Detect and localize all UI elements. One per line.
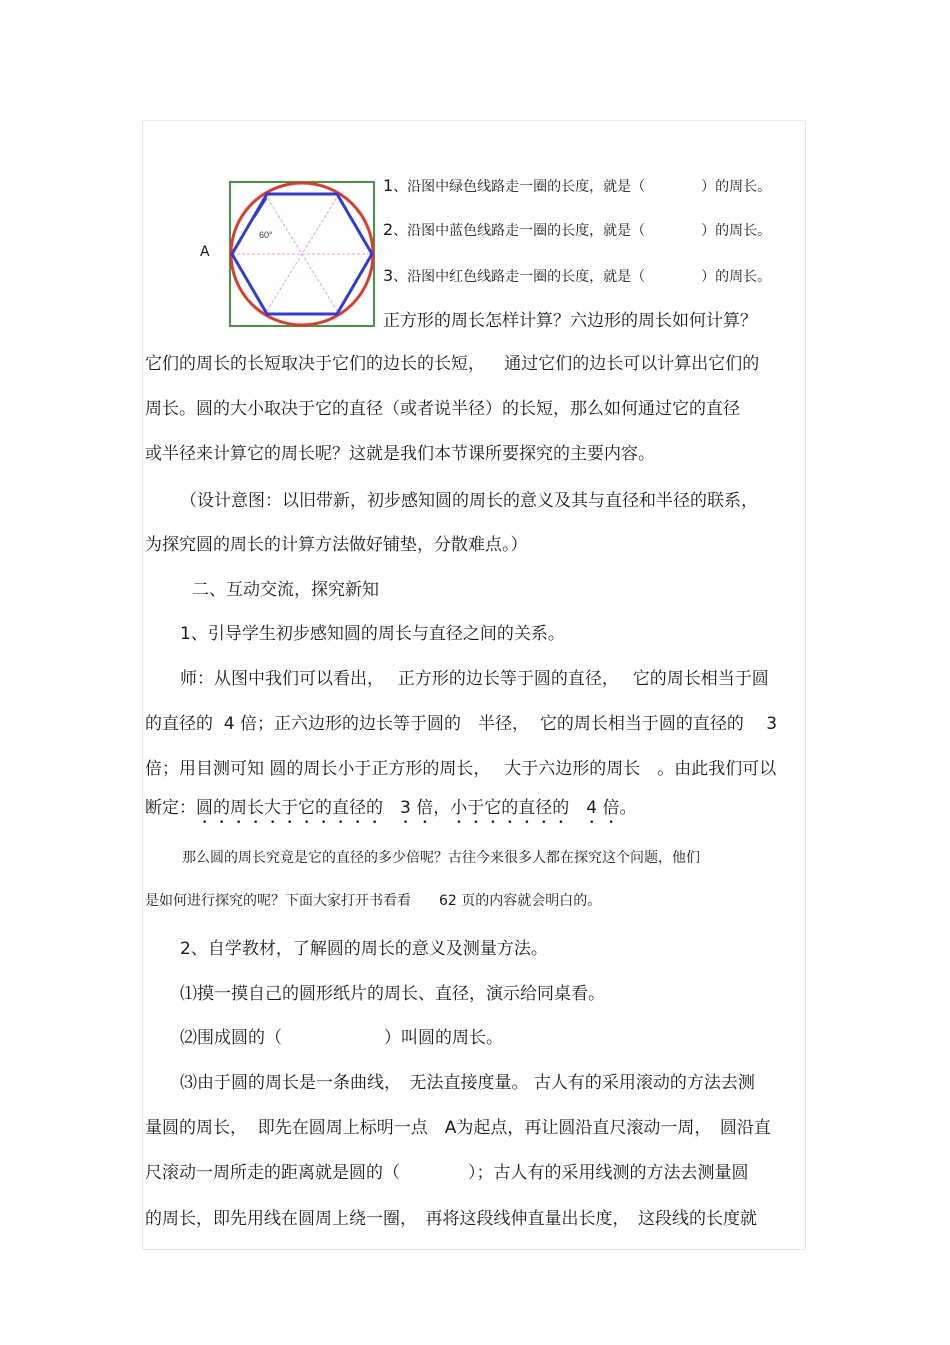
text-line: ⑵围成圆的（ ）叫圆的周长。 [180, 1028, 503, 1048]
question-number: 2 [383, 220, 394, 239]
text-line: 它们的周长的长短取决于它们的边长的长短， 通过它们的边长可以计算出它们的 [145, 354, 760, 374]
section-heading: 二、互动交流，探究新知 [192, 580, 379, 600]
question-2 [383, 219, 771, 242]
angle-label: 60° [259, 230, 273, 240]
text-line: 1、引导学生初步感知圆的周长与直径之间的关系。 [180, 624, 565, 644]
conclusion-prefix: 断定： [145, 798, 196, 818]
question-number: 1 [383, 176, 394, 195]
text-line: ⑶由于圆的周长是一条曲线， 无法直接度量。 古人有的采用滚动的方法去测 [180, 1073, 755, 1093]
question-text: 、沿图中绿色线路走一圈的长度，就是（ ）的周长。 [393, 179, 772, 195]
text-line: 2、自学教材，了解圆的周长的意义及测量方法。 [180, 939, 548, 959]
conclusion-line [145, 797, 636, 828]
text-line: （设计意图：以旧带新，初步感知圆的周长的意义及其与直径和半径的联系， [180, 491, 758, 511]
text-line: 为探究圆的周长的计算方法做好铺垫，分散难点。） [145, 535, 528, 555]
text-line: 尺滚动一周所走的距离就是圆的（ ）；古人有的采用线测的方法去测量圆 [145, 1163, 749, 1183]
conclusion-end: 。 [619, 798, 637, 818]
text-line: 或半径来计算它的周长呢？这就是我们本节课所要探究的主要内容。 [145, 444, 655, 464]
text-line: 正方形的周长怎样计算？六边形的周长如何计算？ [383, 311, 757, 331]
geometry-figure [228, 180, 378, 328]
text-line: 量圆的周长， 即先在圆周上标明一点 A为起点，再让圆沿直尺滚动一周， 圆沿直 [145, 1118, 771, 1138]
question-text: 、沿图中红色线路走一圈的长度，就是（ ）的周长。 [393, 269, 772, 285]
emphasized-conclusion: 圆的周长大于它的直径的 3 倍，小于它的直径的 4 倍 [196, 798, 620, 818]
text-line: 周长。圆的大小取决于它的直径（或者说半径）的长短，那么如何通过它的直径 [145, 399, 740, 419]
text-line: 的周长，即先用线在圆周上绕一圈， 再将这段线伸直量出长度， 这段线的长度就 [145, 1209, 757, 1229]
radius-guides [232, 194, 374, 314]
question-number: 3 [383, 266, 394, 285]
text-line: 的直径的 4 倍；正六边形的边长等于圆的 半径， 它的周长相当于圆的直径的 3 [145, 714, 778, 734]
text-line: 倍；用目测可知 圆的周长小于正方形的周长， 大于六边形的周长 。由此我们可以 [145, 759, 777, 779]
question-1 [383, 175, 771, 198]
question-3 [383, 265, 771, 288]
question-text: 、沿图中蓝色线路走一圈的长度，就是（ ）的周长。 [393, 223, 772, 239]
text-line: 师：从图中我们可以看出， 正方形的边长等于圆的直径， 它的周长相当于圆 [180, 669, 769, 689]
text-line: 那么圆的周长究竟是它的直径的多少倍呢？古往今来很多人都在探究这个问题，他们 [182, 850, 700, 866]
text-line: 是如何进行探究的呢？下面大家打开书看看 62 页的内容就会明白的。 [145, 893, 602, 909]
text-line: ⑴摸一摸自己的圆形纸片的周长、直径，演示给同桌看。 [180, 984, 605, 1004]
figure-label-a: A [200, 244, 210, 260]
